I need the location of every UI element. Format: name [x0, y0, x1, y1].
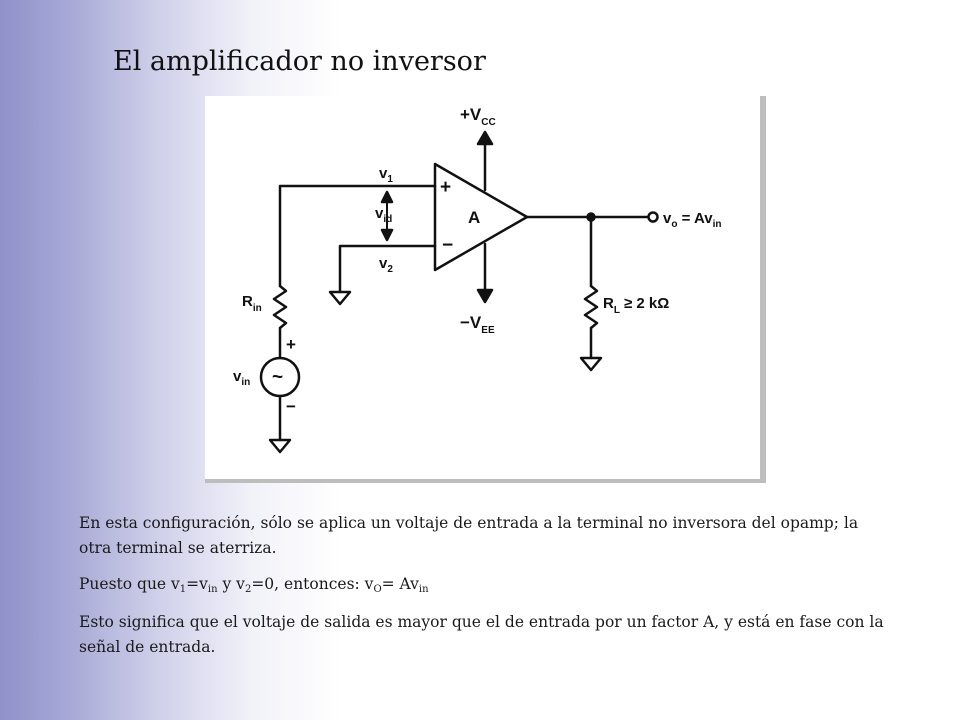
rin-resistor: [274, 286, 286, 328]
vee-arrow: [478, 290, 492, 302]
source-plus-sign: +: [286, 335, 296, 354]
vid-arrow-up: [382, 192, 392, 202]
v1-label: v: [379, 165, 388, 182]
svg-text:vo = Avin: [663, 210, 722, 230]
vcc-sub-label: CC: [481, 117, 496, 128]
eq-part-d: =0, entonces: v: [251, 575, 374, 593]
eq-part-a: Puesto que v: [79, 575, 180, 593]
svg-text:v1: [379, 165, 393, 185]
vid-arrow-down: [382, 230, 392, 240]
v2-sub-label: 2: [387, 264, 393, 275]
eq-part-e: = Av: [381, 575, 419, 593]
v1-sub-label: 1: [387, 174, 393, 185]
eq-part-b: =v: [186, 575, 208, 593]
vee-sub-label: EE: [481, 325, 495, 336]
circuit-diagram: [205, 96, 760, 479]
vee-label: −V: [460, 313, 482, 332]
source-minus-sign: −: [286, 397, 296, 416]
svg-text:vid: [375, 205, 392, 225]
vid-sub-label: id: [383, 214, 393, 225]
slide-title: El amplificador no inversor: [113, 46, 486, 77]
rl-resistor: [585, 286, 597, 328]
eq-sub-c: 2: [244, 584, 252, 595]
eq-sub-b: in: [207, 584, 218, 595]
rl-label: R: [603, 295, 614, 312]
eq-sub-d: O: [373, 584, 382, 595]
rl-sub-label: L: [613, 305, 620, 316]
vo-sub-label: o: [671, 219, 678, 230]
gain-label: A: [468, 208, 481, 227]
vo-label: v: [663, 210, 672, 227]
paragraph-equation: [79, 572, 889, 597]
vid-label: v: [375, 205, 384, 222]
output-terminal: [649, 213, 658, 222]
vcc-label: +V: [460, 105, 482, 124]
svg-text:vin: [233, 368, 250, 388]
inv-minus-sign: −: [442, 235, 454, 256]
paragraph-conclusion: Esto significa que el voltaje de salida es mayor que el de entrada por un factor A, y está en fase con la señal de entrada.: [79, 613, 884, 656]
vo-expression: = Av: [677, 210, 713, 227]
svg-text:RL≥ 2 kΩ: [603, 295, 669, 316]
rin-sub-label: in: [252, 303, 262, 314]
vin-sub-label: in: [241, 377, 251, 388]
rl-value: ≥ 2 kΩ: [623, 295, 670, 312]
vin-label: v: [233, 368, 242, 385]
paragraph-configuration: En esta configuración, sólo se aplica un voltaje de entrada a la terminal no inversora del opamp; la otra terminal se aterriza.: [79, 514, 859, 557]
source-tilde-symbol: ~: [272, 367, 284, 388]
svg-text:v2: [379, 255, 393, 275]
noninv-input-wire: [280, 186, 435, 286]
noninv-plus-sign: +: [440, 177, 452, 198]
rin-label: R: [242, 293, 253, 310]
ground-symbol-load: [581, 358, 601, 370]
eq-part-c: y v: [217, 575, 245, 593]
svg-text:−VEE: [460, 313, 495, 336]
eq-sub-e: in: [418, 584, 429, 595]
v2-label: v: [379, 255, 388, 272]
eq-sub-a: 1: [179, 584, 187, 595]
svg-text:+VCC: [460, 105, 496, 128]
vo-expression-sub: in: [712, 219, 722, 230]
circuit-figure: [205, 96, 766, 483]
ground-symbol-source: [270, 440, 290, 452]
ground-symbol-inverting: [330, 292, 350, 304]
svg-text:Rin: [242, 293, 262, 314]
vcc-arrow: [478, 132, 492, 144]
